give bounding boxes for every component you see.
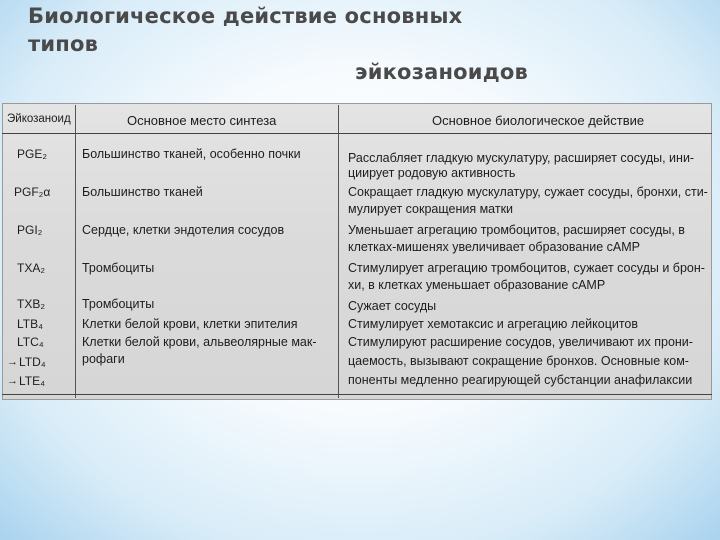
row-pge2-eicosanoid: PGE₂ bbox=[17, 147, 47, 161]
header-biological-action: Основное биологическое действие bbox=[432, 113, 645, 128]
row-pgi2-site: Сердце, клетки эндотелия сосудов bbox=[82, 223, 285, 237]
row-lte4-eicosanoid: LTE₄ bbox=[19, 374, 46, 388]
row-pgf2a-action-line-1: Сокращает гладкую мускулатуру, сужает сосуды, бронхи, сти- bbox=[348, 185, 708, 199]
row-ltc4-site-line-2: рофаги bbox=[82, 352, 125, 366]
row-txa2-site: Тромбоциты bbox=[82, 261, 155, 275]
row-txb2-action-line-1: Сужает сосуды bbox=[348, 299, 437, 313]
row-pge2-action-line-2: циирует родовую активность bbox=[348, 166, 516, 180]
row-ltb4-eicosanoid: LTB₄ bbox=[17, 317, 44, 331]
row-ltc4-site-line-1: Клетки белой крови, альвеолярные мак- bbox=[82, 335, 317, 349]
row-ltc4-action-line-1: Стимулируют расширение сосудов, увеличивают их прони- bbox=[348, 335, 693, 349]
column-divider bbox=[75, 105, 76, 398]
header-eicosanoid: Эйкозаноид bbox=[7, 113, 71, 125]
row-ltc4-action-line-2: цаемость, вызывают сокращение бронхов. Основные ком- bbox=[348, 354, 689, 368]
row-pgf2a-action-line-2: мулирует сокращения матки bbox=[348, 202, 514, 216]
row-pgi2-action-line-1: Уменьшает агрегацию тромбоцитов, расширяет сосуды, в bbox=[348, 223, 685, 237]
header-divider bbox=[2, 133, 712, 134]
row-txb2-eicosanoid: TXB₂ bbox=[17, 297, 45, 311]
row-pgi2-action-line-2: клетках-мишенях увеличивает образование cAMP bbox=[348, 240, 640, 254]
row-txa2-eicosanoid: TXA₂ bbox=[17, 261, 45, 275]
row-ltc4-eicosanoid: LTC₄ bbox=[17, 335, 44, 349]
row-lte4-arrow: → bbox=[7, 375, 18, 387]
slide-title-line-2: эйкозаноидов bbox=[355, 60, 528, 84]
row-ltd4-eicosanoid: LTD₄ bbox=[19, 355, 46, 369]
slide-title bbox=[28, 2, 528, 86]
eicosanoid-table bbox=[2, 103, 712, 400]
column-divider bbox=[338, 105, 339, 398]
row-ltc4-action-line-3: поненты медленно реагирующей субстанции анафилаксии bbox=[348, 373, 693, 387]
header-synthesis-site: Основное место синтеза bbox=[127, 113, 277, 128]
row-ltb4-action-line-1: Стимулирует хемотаксис и агрегацию лейкоцитов bbox=[348, 317, 639, 331]
slide-title-line-1: Биологическое действие основных типов bbox=[28, 4, 463, 56]
row-txb2-site: Тромбоциты bbox=[82, 297, 155, 311]
row-pge2-action-line-1: Расслабляет гладкую мускулатуру, расширяет сосуды, ини- bbox=[348, 151, 695, 165]
row-txa2-action-line-1: Стимулирует агрегацию тромбоцитов, сужает сосуды и брон- bbox=[348, 261, 705, 275]
row-pgi2-eicosanoid: PGI₂ bbox=[17, 223, 43, 237]
table-bottom-border bbox=[2, 394, 712, 395]
row-pge2-site: Большинство тканей, особенно почки bbox=[82, 147, 301, 161]
row-ltb4-site: Клетки белой крови, клетки эпителия bbox=[82, 317, 298, 331]
row-ltd4-arrow: → bbox=[7, 356, 18, 368]
row-pgf2a-site: Большинство тканей bbox=[82, 185, 203, 199]
row-txa2-action-line-2: хи, в клетках уменьшает образование cAMP bbox=[348, 278, 606, 292]
row-pgf2a-eicosanoid: PGF₂α bbox=[14, 185, 51, 199]
